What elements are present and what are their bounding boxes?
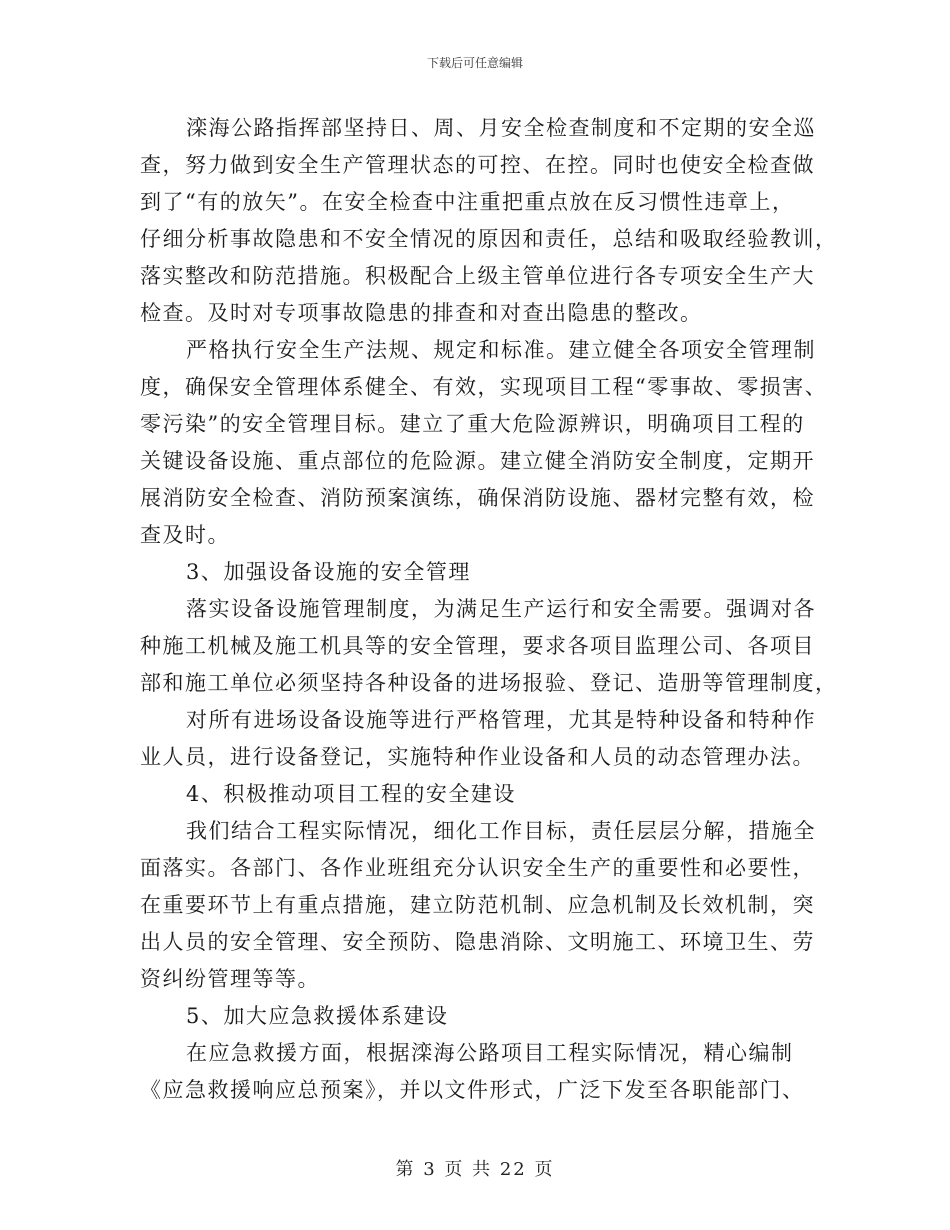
section-heading: 3、加强设备设施的安全管理 (186, 560, 471, 584)
body-line: 滦海公路指挥部坚持日、周、月安全检查制度和不定期的安全巡 (186, 116, 816, 140)
body-line: 关键设备设施、重点部位的危险源。建立健全消防安全制度，定期开 (140, 449, 815, 473)
body-line: 到了“有的放矢”。在安全检查中注重把重点放在反习惯性违章上， (140, 190, 795, 214)
body-line: 面落实。各部门、各作业班组充分认识安全生产的重要性和必要性， (140, 856, 815, 880)
body-line: 种施工机械及施工机具等的安全管理，要求各项目监理公司、各项目 (140, 634, 815, 658)
body-line: 《应急救援响应总预案》，并以文件形式，广泛下发至各职能部门、 (140, 1078, 805, 1102)
body-line: 落实整改和防范措施。积极配合上级主管单位进行各专项安全生产大 (140, 264, 815, 288)
body-line: 度，确保安全管理体系健全、有效，实现项目工程“零事故、零损害、 (140, 375, 828, 399)
section-heading: 5、加大应急救援体系建设 (186, 1004, 449, 1028)
section-heading: 4、积极推动项目工程的安全建设 (186, 782, 516, 806)
body-line: 业人员，进行设备登记，实施特种作业设备和人员的动态管理办法。 (140, 745, 815, 769)
body-line: 仔细分析事故隐患和不安全情况的原因和责任，总结和吸取经验教训， (140, 227, 838, 251)
body-line: 查及时。 (140, 523, 230, 547)
page-number: 第 3 页 共 22 页 (395, 1159, 555, 1180)
page-header: 下载后可任意编辑 (426, 56, 523, 70)
body-line: 在应急救援方面，根据滦海公路项目工程实际情况，精心编制 (186, 1041, 794, 1065)
body-line: 严格执行安全生产法规、规定和标准。建立健全各项安全管理制 (186, 338, 816, 362)
body-line: 部和施工单位必须坚持各种设备的进场报验、登记、造册等管理制度， (140, 671, 838, 695)
body-line: 在重要环节上有重点措施，建立防范机制、应急机制及长效机制，突 (140, 893, 815, 917)
body-line: 落实设备设施管理制度，为满足生产运行和安全需要。强调对各 (186, 597, 816, 621)
body-line: 展消防安全检查、消防预案演练，确保消防设施、器材完整有效，检 (140, 486, 815, 510)
body-line: 我们结合工程实际情况，细化工作目标，责任层层分解，措施全 (186, 819, 816, 843)
body-line: 出人员的安全管理、安全预防、隐患消除、文明施工、环境卫生、劳 (140, 930, 815, 954)
body-line: 资纠纷管理等等。 (140, 967, 320, 991)
document-body (140, 110, 838, 1109)
body-line: 对所有进场设备设施等进行严格管理，尤其是特种设备和特种作 (186, 708, 816, 732)
body-line: 查，努力做到安全生产管理状态的可控、在控。同时也使安全检查做 (140, 153, 815, 177)
body-line: 检查。及时对专项事故隐患的排查和对查出隐患的整改。 (140, 301, 703, 325)
body-line: 零污染”的安全管理目标。建立了重大危险源辨识，明确项目工程的 (140, 412, 805, 436)
